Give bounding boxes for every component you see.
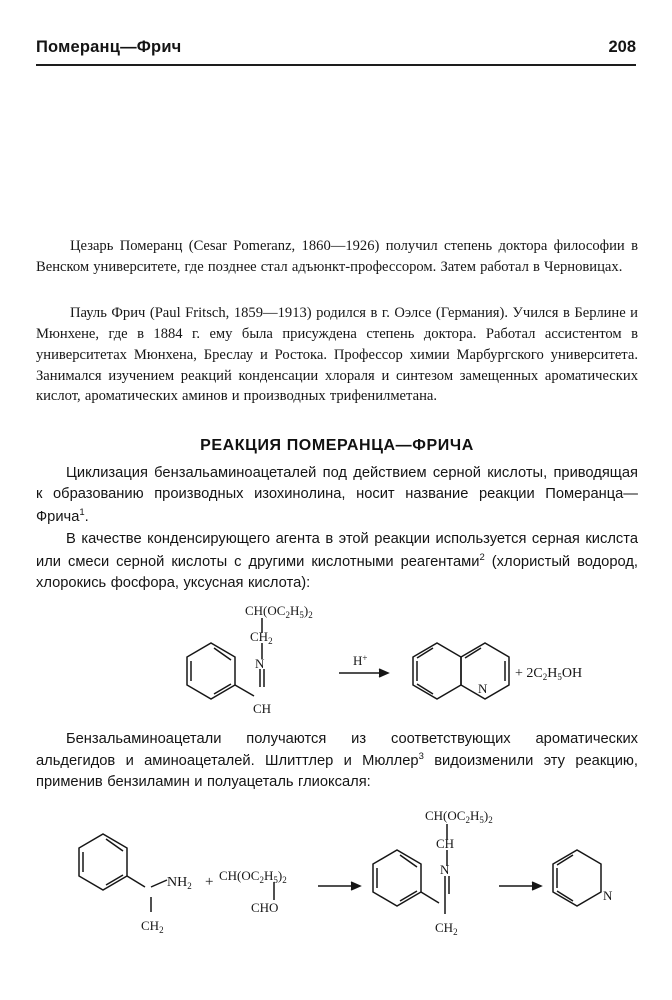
scheme2-cho-label: CHO bbox=[251, 899, 279, 915]
footnote-mark-1: 1 bbox=[79, 506, 85, 518]
scheme1-byproduct-label: + $2C_2H_5OH$ bbox=[515, 665, 583, 682]
paragraph-benzalaminoacetals-tail: видоизменили эту реакцию, применив бензиламин и полуацеталь глиоксаля: bbox=[36, 752, 638, 791]
scheme2-n-label: N bbox=[440, 861, 450, 877]
scheme1-acetal-label: $CH(OC_2H_5)_2$ bbox=[245, 602, 313, 620]
page-content bbox=[36, 88, 638, 952]
scheme2-plus-label: + bbox=[205, 873, 214, 890]
footnote-mark-3: 3 bbox=[418, 750, 424, 762]
header-title: Померанц—Фрич bbox=[36, 38, 182, 56]
top-spacer bbox=[36, 88, 638, 236]
scheme1-reagent-label: H+ bbox=[353, 652, 368, 668]
page-number: 208 bbox=[608, 38, 636, 56]
biography-fritsch: Пауль Фрич (Paul Fritsch, 1859—1913) родился в г. Оэлсе (Германия). Учился в Берлине и Мюнхене, где в 1884 г. ему была присуждена степень доктора. Работал ассистентом в университетах Мюнхена, Бреслау и Ростока. Профессор химии Марбургского университета. Занимался изучением реакций конденсации хлораля и синтезом замещенных ароматических кислот, ароматических аминов и производных трифенилметана. bbox=[36, 305, 638, 405]
scheme2-acetal-label: $CH(OC_2H_5)_2$ bbox=[219, 867, 287, 885]
bio-spacer bbox=[36, 277, 638, 303]
footnote-mark-2: 2 bbox=[479, 551, 485, 563]
scheme1-n-label: N bbox=[255, 655, 265, 671]
paragraph-condensing-agent bbox=[36, 529, 638, 594]
reaction-scheme-2 bbox=[36, 802, 638, 952]
scheme2-ch-label: CH bbox=[436, 835, 455, 851]
reaction-scheme-2-svg bbox=[37, 802, 637, 952]
paragraph-benzalaminoacetals bbox=[36, 729, 638, 794]
biography-pomeranz: Цезарь Померанц (Cesar Pomeranz, 1860—1926) получил степень доктора философии в Венском университете, где позднее стал адъюнкт-профессором. Затем работал в Черновицах. bbox=[36, 238, 638, 275]
reaction-scheme-1-svg bbox=[57, 601, 617, 729]
paragraph-condensing-agent-tail: (хлористый водород, хлорокись фосфора, уксусная кислота): bbox=[36, 553, 639, 592]
scheme1-n-product-label: N bbox=[478, 680, 488, 696]
paragraph-benzalaminoacetals-text: Бензальаминоацетали получаются из соответствующих ароматических альдегидов и аминоацеталей. Шлиттлер и Мюллер bbox=[36, 730, 638, 769]
scheme2-n-product-label: N bbox=[603, 887, 613, 903]
page-header bbox=[36, 38, 636, 57]
paragraph-cyclization-text: Циклизация бензальаминоацеталей под действием серной кислоты, приводящая к образованию производных изохинолина, носит название реакции Померанца—Фрича bbox=[36, 465, 638, 525]
paragraph-cyclization: Циклизация бензальаминоацеталей под действием серной кислоты, приводящая к образованию производных изохинолина, носит название реакции Померанца—Фрича$^1$. bbox=[36, 465, 638, 525]
scheme1-ch2-label: $CH_2$ bbox=[250, 628, 273, 646]
scheme1-ch-label: CH bbox=[253, 700, 272, 716]
scheme2-ch2b-label: $CH_2$ bbox=[435, 919, 458, 937]
reaction-scheme-1 bbox=[36, 601, 638, 729]
scheme2-ch2-label: $CH_2$ bbox=[141, 917, 164, 935]
paragraph-condensing-agent-text: В качестве конденсирующего агента в этой реакции используется серная кислста или смеси серной кислоты с другими кислотными реагентами bbox=[36, 531, 638, 570]
scheme2-top-acetal-label: $CH(OC_2H_5)_2$ bbox=[425, 807, 493, 825]
scheme2-nh2-label: $NH_2$ bbox=[167, 874, 192, 891]
header-rule bbox=[36, 64, 636, 66]
section-title: РЕАКЦИЯ ПОМЕРАНЦА—ФРИЧА bbox=[200, 437, 474, 455]
